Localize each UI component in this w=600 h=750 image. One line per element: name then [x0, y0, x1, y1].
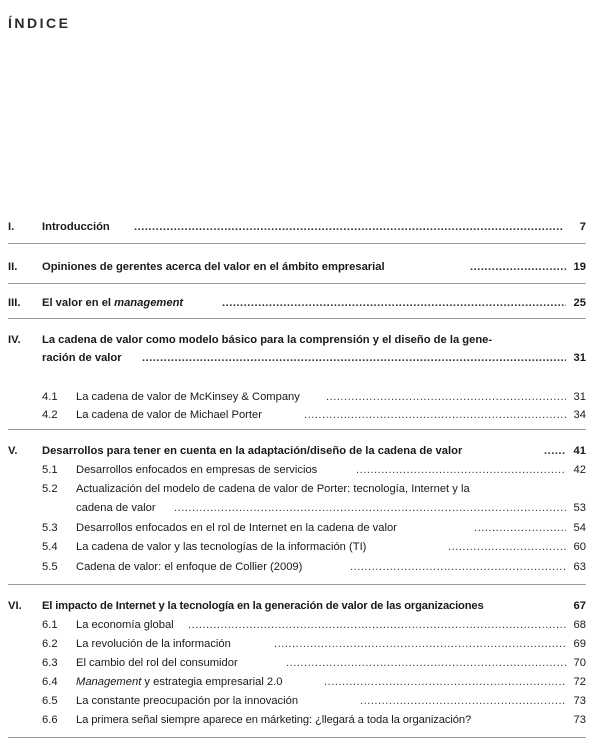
section-title: La cadena de valor de Michael Porter	[76, 409, 262, 421]
page-number: 31	[573, 352, 586, 364]
dot-leader	[222, 296, 566, 310]
section-title-line-1: Actualización del modelo de cadena de valor de Porter: tecnología, Internet y la	[76, 483, 470, 495]
dot-leader	[360, 694, 566, 708]
page-number: 31	[573, 391, 586, 403]
page-number: 19	[573, 261, 586, 273]
chapter-title: Introducción	[42, 221, 110, 233]
chapter-number: VI.	[8, 600, 22, 612]
section-number: 5.3	[42, 522, 58, 534]
chapter-number: V.	[8, 445, 18, 457]
section-number: 4.1	[42, 391, 58, 403]
chapter-title: Desarrollos para tener en cuenta en la adaptación/diseño de la cadena de valor	[42, 445, 463, 457]
page-number: 68	[573, 619, 586, 631]
page-title: ÍNDICE	[8, 15, 71, 31]
section-title: El cambio del rol del consumidor	[76, 657, 238, 669]
section-title: La cadena de valor y las tecnologías de la información (TI)	[76, 541, 367, 553]
page-number: 42	[573, 464, 586, 476]
divider	[8, 243, 586, 244]
dot-leader	[350, 560, 566, 574]
section-title: Desarrollos enfocados en el rol de Internet en la cadena de valor	[76, 522, 397, 534]
section-title: La economía global	[76, 619, 174, 631]
page-number: 25	[573, 297, 586, 309]
chapter-number: III.	[8, 297, 21, 309]
chapter-number: II.	[8, 261, 18, 273]
dot-leader	[134, 220, 564, 234]
divider	[8, 429, 586, 430]
divider	[8, 283, 586, 284]
chapter-title: Opiniones de gerentes acerca del valor en el ámbito empresarial	[42, 261, 385, 273]
section-number: 6.3	[42, 657, 58, 669]
divider	[8, 318, 586, 319]
section-number: 5.4	[42, 541, 58, 553]
section-title: La revolución de la información	[76, 638, 231, 650]
page-number: 60	[573, 541, 586, 553]
section-number: 5.1	[42, 464, 58, 476]
page-number: 34	[573, 409, 586, 421]
dot-leader	[174, 501, 566, 515]
chapter-title-line-1: La cadena de valor como modelo básico para la comprensión y el diseño de la gene-	[42, 334, 493, 346]
dot-leader	[448, 540, 566, 554]
page-number: 63	[573, 561, 586, 573]
section-title: Cadena de valor: el enfoque de Collier (2009)	[76, 561, 303, 573]
dot-leader	[324, 675, 566, 689]
page-number: 54	[573, 522, 586, 534]
divider	[8, 737, 586, 738]
page-number: 53	[573, 502, 586, 514]
page-number: 73	[573, 695, 586, 707]
chapter-title: El valor en el management	[42, 297, 184, 309]
chapter-title-line-2: ración de valor	[42, 352, 122, 364]
section-number: 6.6	[42, 714, 58, 726]
page-number: 7	[579, 221, 586, 233]
dot-leader	[470, 260, 566, 274]
divider	[8, 584, 586, 585]
page-number: 72	[573, 676, 586, 688]
dot-leader	[474, 521, 566, 535]
dot-leader	[142, 351, 566, 365]
section-title: La cadena de valor de McKinsey & Company	[76, 391, 300, 403]
section-number: 5.5	[42, 561, 58, 573]
dot-leader	[274, 637, 566, 651]
section-title: Management y estrategia empresarial 2.0	[76, 676, 283, 688]
section-number: 6.2	[42, 638, 58, 650]
section-number: 5.2	[42, 483, 58, 495]
dot-leader	[356, 463, 566, 477]
page-number: 67	[573, 600, 586, 612]
dot-leader	[188, 618, 566, 632]
section-number: 4.2	[42, 409, 58, 421]
section-number: 6.4	[42, 676, 58, 688]
dot-leader	[544, 444, 566, 458]
chapter-number: I.	[8, 221, 15, 233]
chapter-title: El impacto de Internet y la tecnología en la generación de valor de las organizaciones	[42, 600, 484, 612]
dot-leader	[304, 408, 566, 422]
page-number: 70	[573, 657, 586, 669]
section-title: La constante preocupación por la innovación	[76, 695, 299, 707]
section-number: 6.5	[42, 695, 58, 707]
section-title: Desarrollos enfocados en empresas de servicios	[76, 464, 318, 476]
section-title: La primera señal siempre aparece en márketing: ¿llegará a toda la organización?	[76, 714, 472, 726]
section-number: 6.1	[42, 619, 58, 631]
chapter-number: IV.	[8, 334, 21, 346]
page-number: 41	[573, 445, 586, 457]
page-number: 69	[573, 638, 586, 650]
dot-leader	[286, 656, 566, 670]
dot-leader	[326, 390, 566, 404]
page-number: 73	[573, 714, 586, 726]
section-title-line-2: cadena de valor	[76, 502, 156, 514]
